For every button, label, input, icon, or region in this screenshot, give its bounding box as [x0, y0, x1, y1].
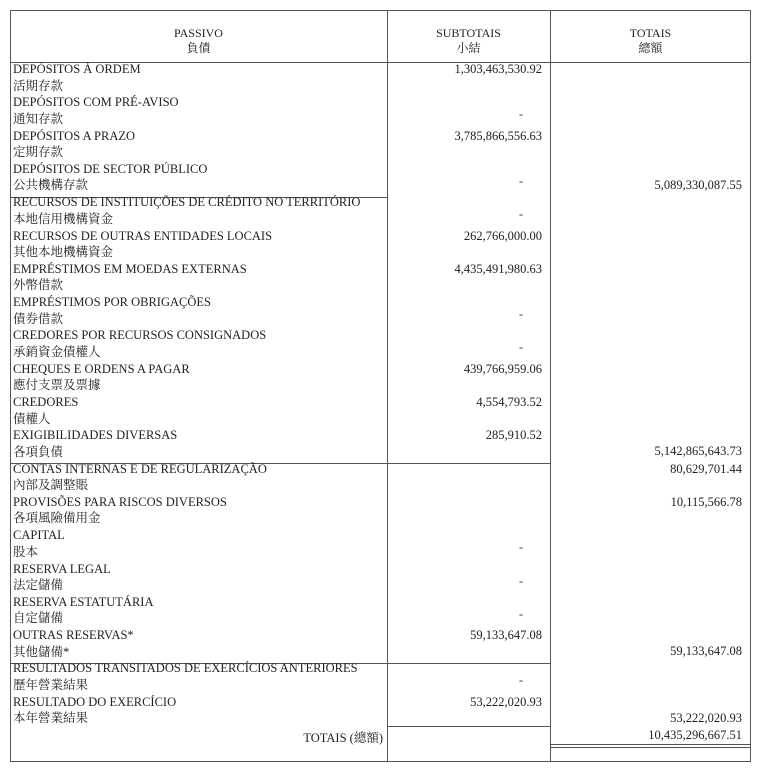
table-row	[10, 495, 751, 529]
total-value: 5,142,865,643.73	[654, 444, 742, 459]
row-label	[13, 394, 78, 427]
header-subtotais: SUBTOTAIS 小結	[436, 26, 501, 55]
row-label-pt: RESULTADOS TRANSITADOS DE EXERCÍCIOS ANTERIORES	[13, 661, 358, 676]
row-label-pt: OUTRAS RESERVAS*	[13, 628, 134, 643]
row-label-zh: 其他本地機構資金	[13, 245, 114, 259]
table-row	[10, 328, 751, 362]
totals-row	[10, 726, 751, 746]
row-label-pt: CAPITAL	[13, 528, 65, 543]
subtotal-dash: -	[519, 340, 523, 355]
table-row	[10, 262, 751, 296]
row-label-pt: RESERVA ESTATUTÁRIA	[13, 594, 154, 609]
row-label-pt: RECURSOS DE OUTRAS ENTIDADES LOCAIS	[13, 228, 273, 243]
row-label	[13, 527, 65, 560]
row-label-zh: 本地信用機構資金	[13, 211, 114, 226]
row-label-pt: CHEQUES E ORDENS A PAGAR	[13, 361, 190, 376]
row-label-zh: 各項負債	[13, 444, 64, 459]
totals-double-underline	[550, 747, 751, 748]
row-label-pt: PROVISÕES PARA RISCOS DIVERSOS	[13, 494, 227, 509]
table-row	[10, 229, 751, 263]
row-label	[13, 561, 111, 594]
row-label	[13, 327, 266, 360]
row-label	[13, 627, 134, 660]
row-label-pt: EMPRÉSTIMOS POR OBRIGAÇÕES	[13, 295, 211, 310]
row-label	[13, 594, 154, 627]
totals-value: 10,435,296,667.51	[648, 728, 742, 742]
row-label-pt: DEPÓSITOS A PRAZO	[13, 128, 136, 143]
subtotal-value: 59,133,647.08	[470, 628, 542, 643]
row-label	[13, 194, 360, 227]
table-row	[10, 162, 751, 196]
table-row	[10, 295, 751, 329]
row-label-pt: RECURSOS DE INSTITUIÇÕES DE CRÉDITO NO TERRITÓRIO	[13, 195, 361, 210]
row-label	[13, 461, 267, 494]
row-label-pt: CONTAS INTERNAS E DE REGULARIZAÇÃO	[13, 461, 267, 476]
balance-sheet-passivo	[10, 10, 751, 762]
row-label-pt: CREDORES POR RECURSOS CONSIGNADOS	[13, 328, 267, 343]
subtotal-dash: -	[519, 606, 523, 621]
table-row	[10, 428, 751, 462]
total-value: 5,089,330,087.55	[654, 177, 742, 192]
header-passivo: PASSIVO 負債	[174, 26, 223, 55]
row-label-zh: 股本	[13, 544, 39, 559]
total-value: 10,115,566.78	[670, 494, 742, 509]
row-label-zh: 內部及調整賬	[13, 478, 89, 493]
subtotal-value: 3,785,866,556.63	[454, 128, 542, 143]
row-label-zh: 債券借款	[13, 311, 64, 326]
total-value: 59,133,647.08	[670, 644, 742, 659]
subtotal-dash: -	[519, 573, 523, 588]
row-label	[13, 427, 177, 460]
row-label-zh: 定期存款	[13, 145, 64, 160]
row-label	[13, 94, 179, 127]
row-label-pt: DEPÓSITOS À ORDEM	[13, 62, 141, 76]
row-label-zh: 活期存款	[13, 78, 64, 93]
subtotal-dash: -	[519, 540, 523, 555]
table-row	[10, 462, 751, 496]
row-label	[13, 228, 272, 261]
row-label-zh: 本年營業結果	[13, 711, 89, 726]
table-row	[10, 595, 751, 629]
total-value: 80,629,701.44	[670, 461, 742, 476]
table-row	[10, 362, 751, 396]
table-row	[10, 129, 751, 163]
table-row	[10, 661, 751, 695]
row-label-zh: 自定儲備	[13, 611, 64, 626]
subtotal-value: 4,554,793.52	[476, 395, 542, 409]
table-row	[10, 62, 751, 96]
subtotal-value: 285,910.52	[485, 428, 542, 443]
row-label-pt: EMPRÉSTIMOS EM MOEDAS EXTERNAS	[13, 261, 247, 276]
row-label-zh: 承銷資金債權人	[13, 344, 101, 359]
row-label-pt: RESERVA LEGAL	[13, 561, 111, 576]
subtotal-value: 262,766,000.00	[463, 228, 542, 243]
subtotal-dash: -	[519, 107, 523, 122]
table-row	[10, 395, 751, 429]
subtotal-dash: -	[519, 673, 523, 688]
table-row	[10, 95, 751, 129]
row-label-pt: DEPÓSITOS COM PRÉ-AVISO	[13, 95, 179, 110]
table-row	[10, 628, 751, 662]
row-label	[13, 128, 135, 161]
row-label-zh: 法定儲備	[13, 578, 64, 592]
row-label	[13, 494, 227, 527]
row-label-zh: 通知存款	[13, 111, 64, 126]
subtotal-value: 1,303,463,530.92	[454, 62, 542, 76]
row-label	[13, 660, 358, 693]
subtotal-value: 439,766,959.06	[463, 361, 542, 376]
row-label	[13, 294, 211, 327]
row-label-zh: 公共機構存款	[13, 178, 89, 193]
row-label-pt: DEPÓSITOS DE SECTOR PÚBLICO	[13, 161, 208, 176]
row-label-zh: 債權人	[13, 411, 51, 426]
total-value: 53,222,020.93	[670, 710, 742, 725]
row-label-pt: RESULTADO DO EXERCÍCIO	[13, 694, 177, 709]
subtotal-value: 4,435,491,980.63	[454, 261, 542, 276]
row-label	[13, 261, 247, 294]
subtotal-dash: -	[519, 173, 523, 188]
row-label-zh: 各項風險備用金	[13, 511, 101, 526]
row-label-zh: 應付支票及票據	[13, 378, 101, 393]
header-totais: TOTAIS 總額	[629, 26, 672, 55]
totals-label: TOTAIS (總額)	[303, 731, 383, 745]
table-row	[10, 528, 751, 562]
row-label	[13, 361, 190, 394]
row-label-zh: 其他儲備*	[13, 644, 70, 659]
row-label	[13, 61, 141, 94]
table-row	[10, 695, 751, 729]
row-label-pt: CREDORES	[13, 395, 79, 409]
subtotal-dash: -	[519, 307, 523, 322]
row-label-pt: EXIGIBILIDADES DIVERSAS	[13, 428, 178, 443]
table-row	[10, 562, 751, 596]
row-label-zh: 歷年營業結果	[13, 677, 89, 692]
subtotal-value: 53,222,020.93	[470, 694, 542, 709]
row-label	[13, 161, 207, 194]
table-row	[10, 195, 751, 229]
row-label	[13, 694, 176, 727]
subtotal-dash: -	[519, 207, 523, 222]
row-label-zh: 外幣借款	[13, 278, 64, 293]
